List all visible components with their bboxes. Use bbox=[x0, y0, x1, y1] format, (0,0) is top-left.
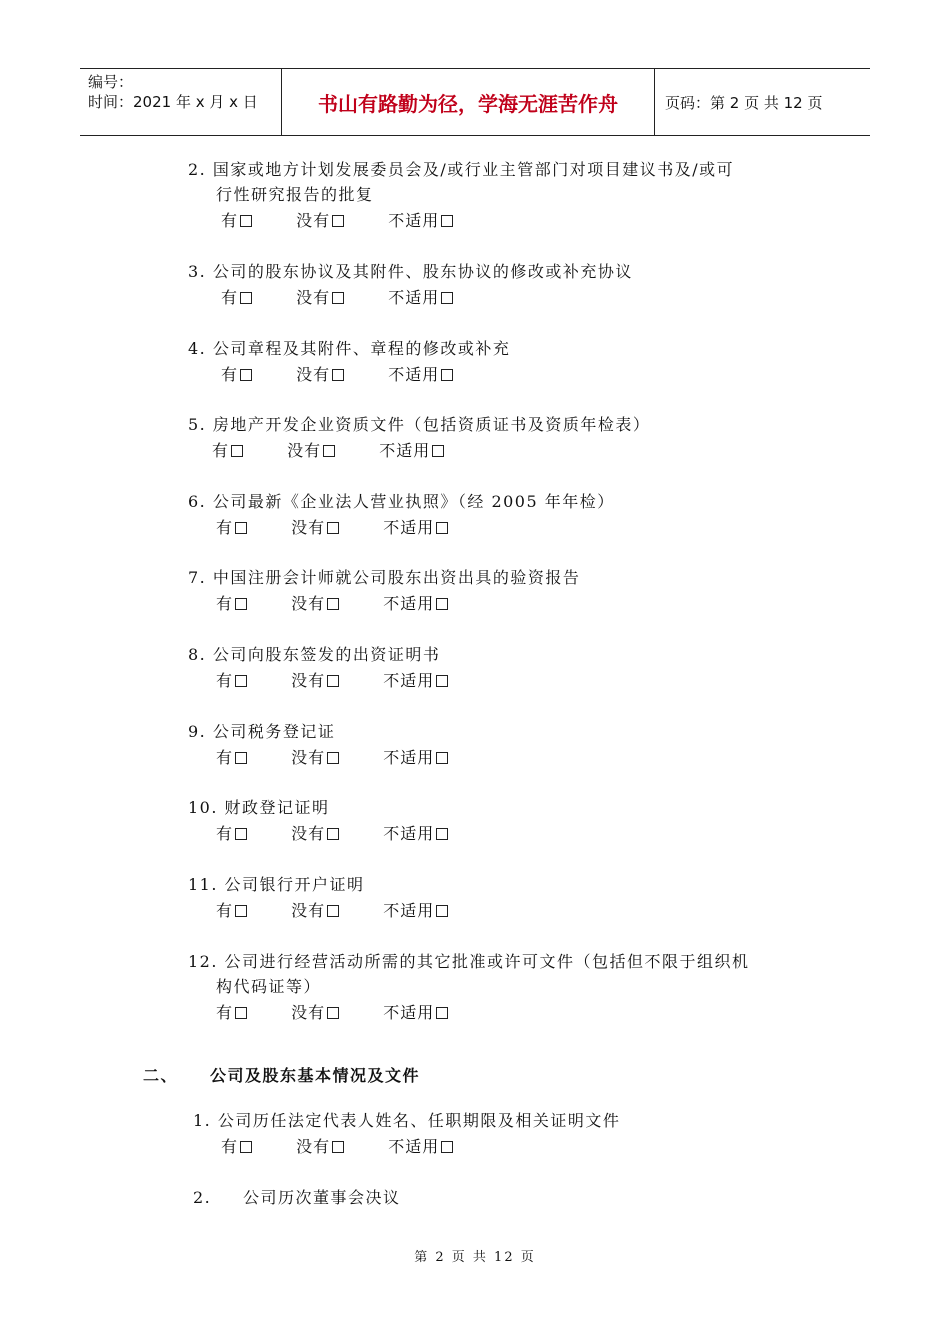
option-yes[interactable] bbox=[221, 1137, 252, 1156]
option-no-label: 没有 bbox=[291, 901, 326, 920]
item-3-options bbox=[221, 287, 453, 309]
option-na-label: 不适用 bbox=[383, 594, 435, 613]
checkbox-no[interactable] bbox=[327, 675, 339, 687]
option-yes[interactable] bbox=[212, 441, 243, 460]
option-no[interactable] bbox=[291, 901, 339, 920]
option-na-label: 不适用 bbox=[388, 211, 440, 230]
item-2-title-line2: 行性研究报告的批复 bbox=[216, 185, 374, 204]
option-no-label: 没有 bbox=[291, 748, 326, 767]
checkbox-na[interactable] bbox=[441, 215, 453, 227]
item-10-options bbox=[216, 823, 448, 845]
option-na[interactable] bbox=[383, 671, 448, 690]
option-na[interactable] bbox=[383, 748, 448, 767]
option-na-label: 不适用 bbox=[383, 824, 435, 843]
section-2-item-2-title: 公司历次董事会决议 bbox=[243, 1188, 401, 1207]
item-12-options bbox=[216, 1002, 448, 1024]
option-no[interactable] bbox=[291, 748, 339, 767]
option-na[interactable] bbox=[383, 1003, 448, 1022]
option-yes-label: 有 bbox=[221, 288, 239, 307]
option-yes[interactable] bbox=[216, 901, 247, 920]
item-7-title: 7. 中国注册会计师就公司股东出资出具的验资报告 bbox=[188, 568, 581, 587]
checkbox-yes[interactable] bbox=[235, 905, 247, 917]
option-na-label: 不适用 bbox=[383, 748, 435, 767]
checkbox-yes[interactable] bbox=[240, 215, 252, 227]
option-no-label: 没有 bbox=[296, 211, 331, 230]
checkbox-no[interactable] bbox=[332, 215, 344, 227]
item-2-title-line1: 2. 国家或地方计划发展委员会及/或行业主管部门对项目建议书及/或可 bbox=[188, 160, 735, 179]
option-no-label: 没有 bbox=[291, 518, 326, 537]
checkbox-no[interactable] bbox=[327, 1007, 339, 1019]
option-yes-label: 有 bbox=[221, 1137, 239, 1156]
option-no-label: 没有 bbox=[291, 671, 326, 690]
checkbox-yes[interactable] bbox=[235, 675, 247, 687]
checkbox-yes[interactable] bbox=[240, 292, 252, 304]
section-2-item-1-options bbox=[221, 1136, 453, 1158]
option-yes-label: 有 bbox=[216, 594, 234, 613]
option-no[interactable] bbox=[291, 594, 339, 613]
option-na[interactable] bbox=[388, 211, 453, 230]
checkbox-no[interactable] bbox=[327, 905, 339, 917]
option-no[interactable] bbox=[296, 211, 344, 230]
section-2-title: 公司及股东基本情况及文件 bbox=[210, 1066, 421, 1085]
option-na-label: 不适用 bbox=[388, 1137, 440, 1156]
option-yes[interactable] bbox=[216, 824, 247, 843]
item-2-options bbox=[221, 210, 453, 232]
option-na[interactable] bbox=[383, 824, 448, 843]
checkbox-yes[interactable] bbox=[235, 1007, 247, 1019]
option-yes-label: 有 bbox=[216, 824, 234, 843]
option-yes[interactable] bbox=[216, 594, 247, 613]
option-no[interactable] bbox=[291, 824, 339, 843]
option-na[interactable] bbox=[383, 901, 448, 920]
page-footer: 第 2 页 共 12 页 bbox=[414, 1250, 536, 1265]
option-yes-label: 有 bbox=[212, 441, 230, 460]
option-yes[interactable] bbox=[216, 671, 247, 690]
option-na-label: 不适用 bbox=[383, 671, 435, 690]
checkbox-na[interactable] bbox=[441, 292, 453, 304]
option-na[interactable] bbox=[383, 518, 448, 537]
checkbox-na[interactable] bbox=[436, 598, 448, 610]
section-2-number: 二、 bbox=[143, 1066, 179, 1085]
item-8-options bbox=[216, 670, 448, 692]
option-na-label: 不适用 bbox=[383, 901, 435, 920]
option-no-label: 没有 bbox=[296, 1137, 331, 1156]
checkbox-yes[interactable] bbox=[235, 522, 247, 534]
item-11-options bbox=[216, 900, 448, 922]
option-yes[interactable] bbox=[216, 518, 247, 537]
checkbox-no[interactable] bbox=[332, 292, 344, 304]
option-yes-label: 有 bbox=[221, 211, 239, 230]
checkbox-yes[interactable] bbox=[235, 752, 247, 764]
item-4-title: 4. 公司章程及其附件、章程的修改或补充 bbox=[188, 339, 511, 358]
checkbox-na[interactable] bbox=[436, 675, 448, 687]
page-header bbox=[80, 68, 870, 136]
option-na-label: 不适用 bbox=[379, 441, 431, 460]
item-12-title-line2: 构代码证等） bbox=[216, 977, 322, 996]
header-meta bbox=[80, 69, 282, 135]
document-date: 时间：2021 年 x 月 x 日 bbox=[88, 93, 258, 111]
checkbox-na[interactable] bbox=[441, 369, 453, 381]
option-no-label: 没有 bbox=[287, 441, 322, 460]
option-no[interactable] bbox=[291, 518, 339, 537]
option-no[interactable] bbox=[296, 1137, 344, 1156]
checkbox-no[interactable] bbox=[327, 752, 339, 764]
section-2-item-1-title: 1. 公司历任法定代表人姓名、任职期限及相关证明文件 bbox=[193, 1111, 621, 1130]
header-motto: 书山有路勤为径，学海无涯苦作舟 bbox=[282, 69, 655, 135]
option-no-label: 没有 bbox=[291, 1003, 326, 1022]
header-page-number: 页码：第 2 页 共 12 页 bbox=[665, 93, 823, 112]
option-no-label: 没有 bbox=[296, 288, 331, 307]
option-no[interactable] bbox=[291, 671, 339, 690]
option-yes-label: 有 bbox=[216, 1003, 234, 1022]
checkbox-no[interactable] bbox=[327, 828, 339, 840]
option-yes[interactable] bbox=[221, 288, 252, 307]
option-yes[interactable] bbox=[216, 1003, 247, 1022]
checkbox-yes[interactable] bbox=[240, 369, 252, 381]
option-na[interactable] bbox=[379, 441, 444, 460]
option-na[interactable] bbox=[388, 365, 453, 384]
item-3-title: 3. 公司的股东协议及其附件、股东协议的修改或补充协议 bbox=[188, 262, 633, 281]
item-6-options bbox=[216, 517, 448, 539]
option-yes-label: 有 bbox=[216, 518, 234, 537]
checkbox-yes[interactable] bbox=[240, 1141, 252, 1153]
option-na[interactable] bbox=[388, 288, 453, 307]
option-na[interactable] bbox=[388, 1137, 453, 1156]
item-5-title: 5. 房地产开发企业资质文件（包括资质证书及资质年检表） bbox=[188, 415, 651, 434]
checkbox-no[interactable] bbox=[332, 1141, 344, 1153]
option-yes-label: 有 bbox=[216, 748, 234, 767]
option-yes[interactable] bbox=[216, 748, 247, 767]
checkbox-yes[interactable] bbox=[235, 828, 247, 840]
checkbox-na[interactable] bbox=[436, 752, 448, 764]
option-yes-label: 有 bbox=[216, 671, 234, 690]
checkbox-no[interactable] bbox=[323, 445, 335, 457]
item-10-title: 10. 财政登记证明 bbox=[188, 798, 330, 817]
item-4-options bbox=[221, 364, 453, 386]
item-11-title: 11. 公司银行开户证明 bbox=[188, 875, 365, 894]
checkbox-no[interactable] bbox=[327, 598, 339, 610]
checkbox-na[interactable] bbox=[436, 828, 448, 840]
checkbox-na[interactable] bbox=[441, 1141, 453, 1153]
option-na-label: 不适用 bbox=[383, 518, 435, 537]
item-12-title-line1: 12. 公司进行经营活动所需的其它批准或许可文件（包括但不限于组织机 bbox=[188, 952, 750, 971]
item-5-options bbox=[212, 440, 444, 462]
item-9-title: 9. 公司税务登记证 bbox=[188, 722, 336, 741]
checkbox-na[interactable] bbox=[436, 522, 448, 534]
option-yes-label: 有 bbox=[221, 365, 239, 384]
option-na-label: 不适用 bbox=[383, 1003, 435, 1022]
option-no[interactable] bbox=[287, 441, 335, 460]
option-no[interactable] bbox=[291, 1003, 339, 1022]
checkbox-no[interactable] bbox=[327, 522, 339, 534]
item-9-options bbox=[216, 747, 448, 769]
option-na[interactable] bbox=[383, 594, 448, 613]
item-7-options bbox=[216, 593, 448, 615]
checkbox-yes[interactable] bbox=[231, 445, 243, 457]
option-na-label: 不适用 bbox=[388, 365, 440, 384]
option-no-label: 没有 bbox=[291, 594, 326, 613]
section-2-item-2-number: 2. bbox=[193, 1188, 212, 1207]
checkbox-no[interactable] bbox=[332, 369, 344, 381]
item-8-title: 8. 公司向股东签发的出资证明书 bbox=[188, 645, 441, 664]
option-no[interactable] bbox=[296, 365, 344, 384]
option-no-label: 没有 bbox=[291, 824, 326, 843]
option-yes[interactable] bbox=[221, 365, 252, 384]
option-no-label: 没有 bbox=[296, 365, 331, 384]
option-no[interactable] bbox=[296, 288, 344, 307]
checkbox-na[interactable] bbox=[432, 445, 444, 457]
checkbox-na[interactable] bbox=[436, 905, 448, 917]
checkbox-na[interactable] bbox=[436, 1007, 448, 1019]
document-code: 编号： bbox=[88, 73, 134, 91]
checkbox-yes[interactable] bbox=[235, 598, 247, 610]
option-yes-label: 有 bbox=[216, 901, 234, 920]
option-na-label: 不适用 bbox=[388, 288, 440, 307]
item-6-title: 6. 公司最新《企业法人营业执照》（经 2005 年年检） bbox=[188, 492, 615, 511]
option-yes[interactable] bbox=[221, 211, 252, 230]
